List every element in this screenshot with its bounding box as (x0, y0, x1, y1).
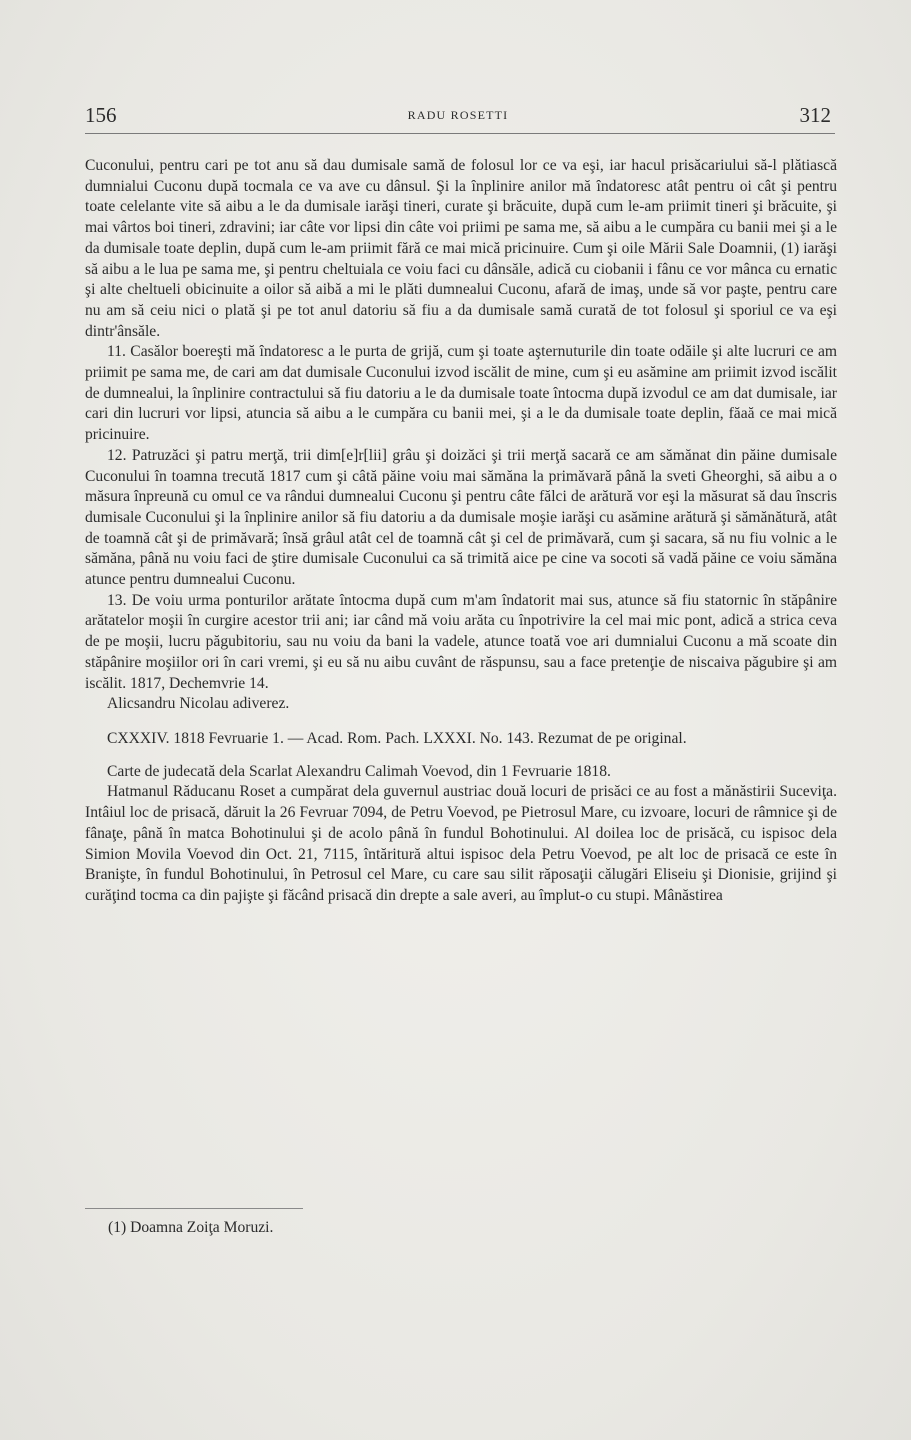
footnote: (1) Doamna Zoiţa Moruzi. (108, 1219, 274, 1236)
document-summary-intro: Carte de judecată dela Scarlat Alexandru Calimah Voevod, din 1 Fevruarie 1818. (107, 762, 611, 780)
page-number-right: 312 (799, 103, 831, 127)
paragraph-13: 13. De voiu urma ponturilor arătate întocma după cum m'am îndatorit mai sus, atunce să fiu statornic în stăpânire arătatelor moşii în curgire acestor trii ani; iar când mă voiu arăta cu înpotrivire la cel mai mic pont, adică a strica ceva de pe moşii, lucru păgubitoriu, sau nu voiu da bani la vadele, atunce toată voe ari dumnialui Cuconu a mă scoate din stăpânire moşiilor ori în cari vremi, şi eu să nu aibu cuvânt de răspunsu, sau a face pretenţie de niscaiva păgubire şi am iscălit. 1817, Dechemvrie 14. (85, 591, 837, 692)
signature-line: Alicsandru Nicolau adiverez. (107, 695, 290, 713)
body-text (85, 156, 837, 907)
document-heading: CXXXIV. 1818 Fevruarie 1. — Acad. Rom. Pach. LXXXI. No. 143. Rezumat de pe original. (107, 729, 687, 747)
paragraph-12: 12. Patruzăci şi patru merţă, trii dim[e]r[lii] grâu şi doizăci şi trii merţă sacară ce am sămănat din păine dumisale Cuconului în toamna trecută 1817 cum şi câtă păine voiu mai sămăna la primăvară până la sveti Gheorghi, să aibu a o măsura înpreună cu omul ce va rândui dumnealui Cuconu şi pentru câte fălci de arătură vor eşi la măsurat să dau înscris dumisale Cuconului şi la înplinire anilor să fiu datoriu a da dumisale moşie iarăşi cu asămine arătură şi sămănătură, atât de toamnă cât şi de primăvară; însă grâul atât cel de toamnă cât şi cel de primăvară, cum şi sacara, să nu fiu volnic a le sămăna, până nu voiu faci de ştire dumisale Cuconului ca să trimită aice pe cine va socoti să vadă păine ce voiu sămăna atunce pentru dumnealui Cuconu. (85, 446, 837, 589)
page-number-left: 156 (85, 103, 117, 127)
paragraph-continuation: Cuconului, pentru cari pe tot anu să dau dumisale samă de folosul lor ce va eşi, iar hacul prisăcariului să-l plătiască dumnialui Cuconu după tocmala ce va ave cu dânsul. Şi la înplinire anilor mă îndatoresc atât pentru oi cât şi pentru toate celelante vite să aibu a le da dumisale iarăşi tineri, curate şi brăcuite, după cum le-am priimit tineri şi brăcuite, şi mai vârtos boi tineri, zdravini; iar câte vor lipsi din câte voi priimi pe sama me, să aibu a le cumpăra cu banii mei şi a le da dumisale toate deplin, după cum le-am priimit fără ce mai mică pricinuire. Cum şi oile Mării Sale Doamnii, (1) iarăşi să aibu a le lua pe sama me, şi pentru cheltuiala ce voiu faci cu dânsăle, adică cu ciobanii i fânu ce vor mânca cu ernatic şi alte cheltueli obicinuite a oilor să aibă a mi le plăti dumnealui Cuconu, afară de imaş, unde să vor paşte, pentru care nu am să ceiu nici o plată şi pe tot anul datoriu să fiu a da dumisale samă curată de tot folosul şi sporiul ce va eşi dintr'ânsăle. (85, 157, 837, 340)
paragraph-11: 11. Casălor boereşti mă îndatoresc a le purta de grijă, cum şi toate aşternuturile din toate odăile şi alte lucruri ce am priimit pe sama me, de cari am dat dumisale Cuconului izvod iscălit de mine, cum şi eu asămine am priimit izvod iscălit de dumnealui, la înplinire contractului să fiu datoriu a le da dumisale toate întocma după izvodul ce am dat dumisale, iar cari din lucruri vor lipsi, atuncia să aibu a le cumpăra cu banii mei, şi a le da dumisale toate deplin, făaă ce mai mică pricinuire. (85, 343, 837, 444)
running-title: RADU ROSETTI (407, 108, 509, 122)
footnote-rule (85, 1208, 303, 1209)
page-header (85, 103, 831, 131)
header-rule (85, 133, 835, 134)
document-summary-body: Hatmanul Răducanu Roset a cumpărat dela guvernul austriac două locuri de prisăci ce au fost a mănăstirii Suceviţa. Intâiul loc de prisacă, dăruit la 26 Fevruar 7094, de Petru Voevod, pe Pietrosul Mare, cu izvoare, locuri de râmnice şi de fânaţe, până în matca Bohotinului şi de acolo până în fundul Bohotinului. Al doilea loc de prisăcă, cu ispisoc dela Simion Movila Voevod din Oct. 21, 7115, întăritură altui ispisoc dela Petru Voevod, pe alt loc de prisacă ce este în Branişte, în fundul Bohotinului, în Petrosul cel Mare, cu care sau silit răposaţii călugări Eliseiu şi Dionisie, grijind şi curăţind tocma ca din pajişte şi făcând prisacă din drepte a sale averi, au împlut-o cu stupi. Mânăstirea (85, 783, 837, 904)
